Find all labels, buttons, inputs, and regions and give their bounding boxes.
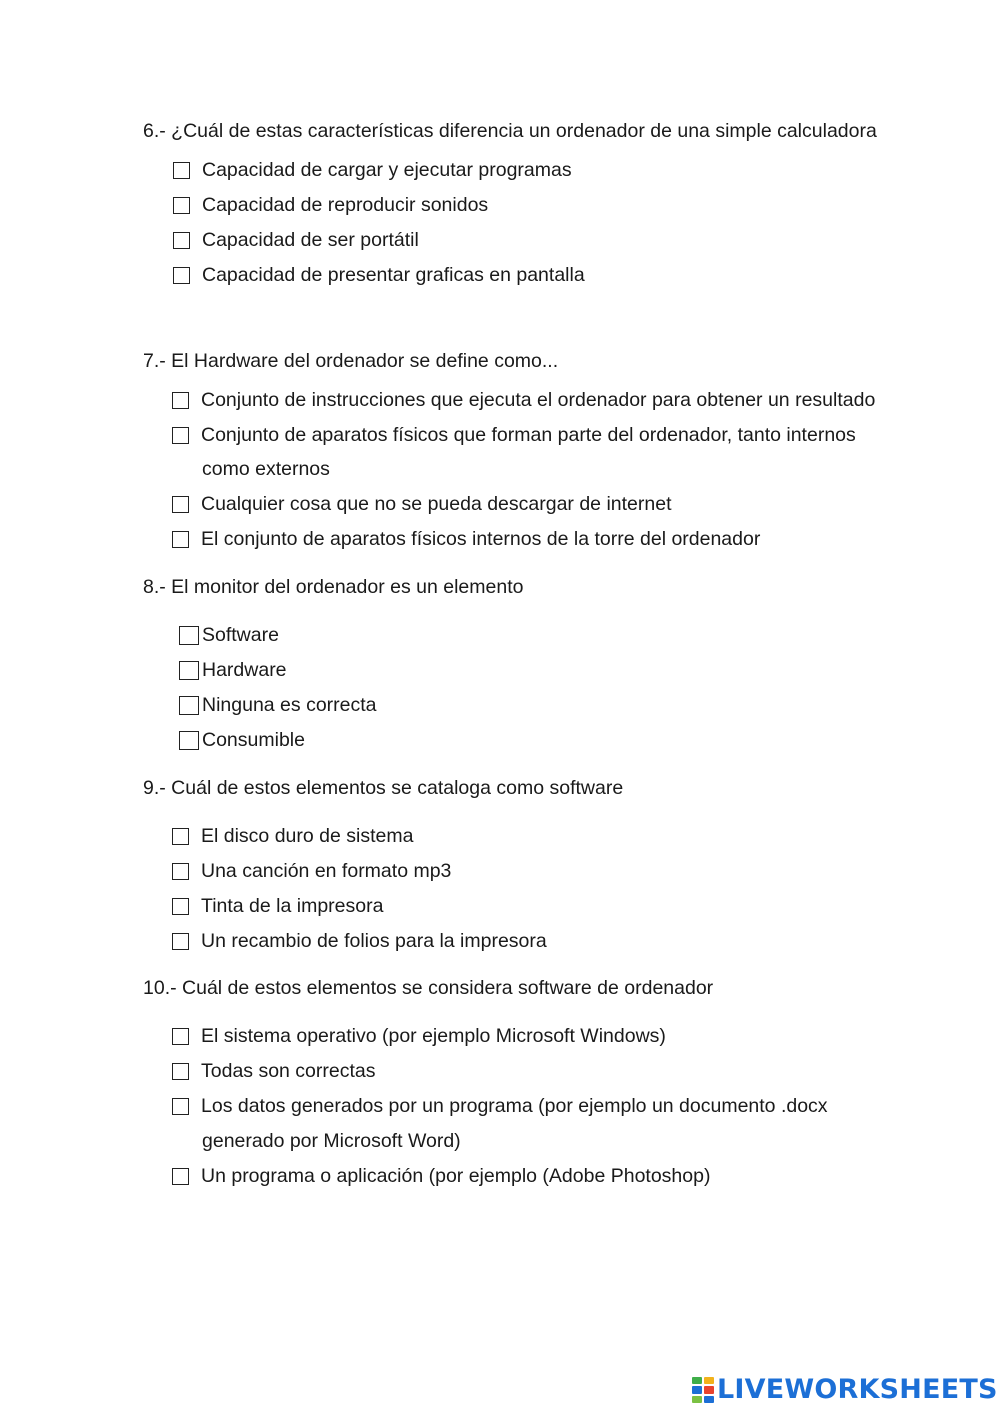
option-label: El disco duro de sistema: [201, 825, 414, 847]
liveworksheets-mark-icon: [692, 1377, 714, 1403]
option-label: Un programa o aplicación (por ejemplo (Adobe Photoshop): [201, 1165, 711, 1187]
brand-name: LIVEWORKSHEETS: [717, 1374, 998, 1405]
question-7-option-3[interactable]: [172, 492, 672, 516]
checkbox[interactable]: [179, 731, 199, 750]
checkbox[interactable]: [172, 1168, 189, 1185]
question-6-option-3[interactable]: [173, 228, 419, 252]
question-6-option-2[interactable]: [173, 193, 488, 217]
option-label: Capacidad de presentar graficas en pantalla: [202, 264, 585, 286]
question-10-option-2[interactable]: [172, 1059, 376, 1083]
question-8-title: 8.- El monitor del ordenador es un elemento: [143, 576, 524, 598]
liveworksheets-logo[interactable]: [692, 1375, 998, 1405]
question-7-title: 7.- El Hardware del ordenador se define como...: [143, 350, 559, 372]
question-8-option-1[interactable]: [179, 623, 279, 647]
question-9-option-2[interactable]: [172, 859, 451, 883]
option-label: Conjunto de instrucciones que ejecuta el ordenador para obtener un resultado: [201, 389, 876, 411]
option-label: Un recambio de folios para la impresora: [201, 930, 547, 952]
checkbox[interactable]: [172, 531, 189, 548]
option-label: El conjunto de aparatos físicos internos de la torre del ordenador: [201, 528, 761, 550]
checkbox[interactable]: [172, 392, 189, 409]
option-label: Capacidad de reproducir sonidos: [202, 194, 489, 216]
question-9-option-4[interactable]: [172, 929, 547, 953]
checkbox[interactable]: [173, 267, 190, 284]
checkbox[interactable]: [172, 1063, 189, 1080]
checkbox[interactable]: [172, 496, 189, 513]
question-7-option-2-continuation: como externos: [202, 458, 330, 480]
checkbox[interactable]: [173, 162, 190, 179]
question-7-option-2[interactable]: [172, 423, 856, 447]
question-10-option-4[interactable]: [172, 1164, 710, 1188]
checkbox[interactable]: [172, 1098, 189, 1115]
option-label: Capacidad de ser portátil: [202, 229, 419, 251]
checkbox[interactable]: [173, 197, 190, 214]
checkbox[interactable]: [172, 1028, 189, 1045]
question-7-option-4[interactable]: [172, 527, 760, 551]
option-label: Conjunto de aparatos físicos que forman parte del ordenador, tanto internos: [201, 424, 856, 446]
question-6-option-1[interactable]: [173, 158, 572, 182]
question-8-option-3[interactable]: [179, 693, 377, 717]
checkbox[interactable]: [179, 696, 199, 715]
checkbox[interactable]: [173, 232, 190, 249]
question-10-option-3-continuation: generado por Microsoft Word): [202, 1130, 461, 1152]
checkbox[interactable]: [172, 828, 189, 845]
option-label: Tinta de la impresora: [201, 895, 384, 917]
question-7-option-1[interactable]: [172, 388, 875, 412]
checkbox[interactable]: [172, 933, 189, 950]
question-9-option-1[interactable]: [172, 824, 413, 848]
option-label: Una canción en formato mp3: [201, 860, 452, 882]
question-10-option-3[interactable]: [172, 1094, 828, 1118]
checkbox[interactable]: [179, 626, 199, 645]
option-label: Software: [202, 624, 279, 646]
checkbox[interactable]: [179, 661, 199, 680]
option-label: Capacidad de cargar y ejecutar programas: [202, 159, 572, 181]
option-label: Los datos generados por un programa (por ejemplo un documento .docx: [201, 1095, 828, 1117]
question-8-option-4[interactable]: [179, 728, 305, 752]
question-10-option-1[interactable]: [172, 1024, 666, 1048]
question-6-title: 6.- ¿Cuál de estas características diferencia un ordenador de una simple calculadora: [143, 120, 877, 142]
option-label: Todas son correctas: [201, 1060, 376, 1082]
checkbox[interactable]: [172, 863, 189, 880]
checkbox[interactable]: [172, 427, 189, 444]
option-label: Ninguna es correcta: [202, 694, 377, 716]
question-9-option-3[interactable]: [172, 894, 383, 918]
question-8-option-2[interactable]: [179, 658, 287, 682]
question-10-title: 10.- Cuál de estos elementos se considera software de ordenador: [143, 977, 714, 999]
option-label: El sistema operativo (por ejemplo Microsoft Windows): [201, 1025, 666, 1047]
question-9-title: 9.- Cuál de estos elementos se cataloga como software: [143, 777, 624, 799]
checkbox[interactable]: [172, 898, 189, 915]
option-label: Cualquier cosa que no se pueda descargar de internet: [201, 493, 672, 515]
question-6-option-4[interactable]: [173, 263, 585, 287]
option-label: Hardware: [202, 659, 287, 681]
option-label: Consumible: [202, 729, 305, 751]
